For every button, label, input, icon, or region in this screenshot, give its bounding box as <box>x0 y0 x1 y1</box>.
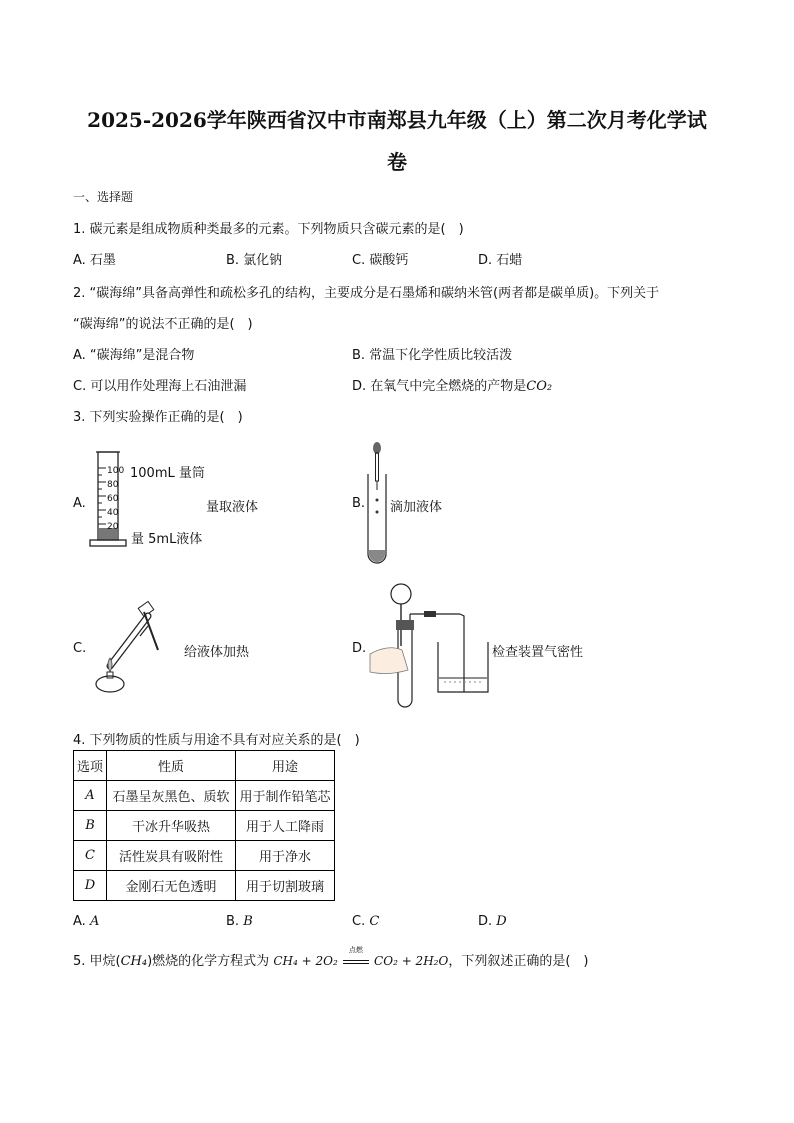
option-d-caption: 检查装置气密性 <box>492 645 584 660</box>
option-d: D. 石蜡 <box>478 253 523 268</box>
tick-label: 100 <box>107 466 125 476</box>
table-cell <box>74 811 107 841</box>
title-line-1: 2025-2026学年陕西省汉中市南郑县九年级（上）第二次月考化学试 <box>87 108 707 132</box>
reaction-condition: 点燃 <box>348 946 363 954</box>
stem-middle: )燃烧的化学方程式为 <box>147 954 270 969</box>
question-stem-line-2: “碳海绵”的说法不正确的是( ) <box>73 317 253 332</box>
table-cell: 活性炭具有吸附性 <box>107 841 236 871</box>
option-letter: B <box>85 818 95 833</box>
tick-label: 20 <box>107 522 119 532</box>
question-stem: 1. 碳元素是组成物质种类最多的元素。下列物质只含碳元素的是( ) <box>73 222 464 237</box>
option-a: A. “碳海绵”是混合物 <box>73 348 195 363</box>
stem-prefix: 5. 甲烷( <box>73 954 121 969</box>
table-row <box>74 781 335 811</box>
equation-left: CH₄ + 2O₂ <box>273 954 338 968</box>
table-row <box>74 871 335 901</box>
table-cell <box>74 781 107 811</box>
option-a <box>73 914 99 929</box>
option-value: A <box>89 914 100 929</box>
table-cell: 干冰升华吸热 <box>107 811 236 841</box>
option-c-letter: C. <box>73 641 87 656</box>
option-b: B. 氯化钠 <box>226 253 283 268</box>
option-prefix: A. <box>73 914 90 929</box>
cylinder-volume-label: 量 5mL液体 <box>131 532 203 547</box>
table-cell <box>74 871 107 901</box>
section-heading: 一、选择题 <box>73 190 134 204</box>
stem-suffix: ，下列叙述正确的是( ) <box>448 954 589 969</box>
option-d-letter: D. <box>352 641 367 656</box>
option-value: D <box>496 914 507 929</box>
tick-label: 80 <box>107 480 119 490</box>
tick-label: 60 <box>107 494 119 504</box>
option-b-caption: 滴加液体 <box>390 500 443 515</box>
question-stem: 4. 下列物质的性质与用途不具有对应关系的是( ) <box>73 733 360 748</box>
option-prefix: B. <box>226 914 244 929</box>
equation-right: CO₂ + 2H₂O <box>374 954 449 968</box>
option-letter: D <box>84 878 96 893</box>
option-value: C <box>369 914 380 929</box>
table-cell <box>74 841 107 871</box>
table-row <box>74 841 335 871</box>
table-cell: 金刚石无色透明 <box>107 871 236 901</box>
option-c <box>352 914 379 929</box>
option-value: B <box>243 914 253 929</box>
option-b-letter: B. <box>352 496 366 511</box>
methane-formula: CH₄ <box>120 954 148 969</box>
properties-table <box>73 750 335 901</box>
heating-test-tube-figure <box>82 598 182 694</box>
table-cell: 用于人工降雨 <box>236 811 335 841</box>
question-5-stem <box>73 946 589 969</box>
header-cell: 性质 <box>107 751 236 781</box>
option-c-caption: 给液体加热 <box>184 645 250 660</box>
option-c: C. 碳酸钙 <box>352 253 409 268</box>
table-header-row <box>74 751 335 781</box>
cylinder-capacity-label: 100mL 量筒 <box>130 466 205 481</box>
table-row <box>74 811 335 841</box>
tick-label: 40 <box>107 508 119 518</box>
option-letter: C <box>85 848 95 863</box>
dropper-test-tube-figure <box>364 440 390 564</box>
option-d-text: D. 在氧气中完全燃烧的产物是 <box>352 379 527 394</box>
table-cell: 用于制作铅笔芯 <box>236 781 335 811</box>
header-cell: 选项 <box>74 751 107 781</box>
option-c: C. 可以用作处理海上石油泄漏 <box>73 379 247 394</box>
header-cell: 用途 <box>236 751 335 781</box>
table-cell: 石墨呈灰黑色、质软 <box>107 781 236 811</box>
table-cell: 用于切割玻璃 <box>236 871 335 901</box>
option-d <box>352 375 552 394</box>
option-d <box>478 914 507 929</box>
option-a-caption: 量取液体 <box>206 500 259 515</box>
option-a: A. 石墨 <box>73 253 116 268</box>
option-prefix: D. <box>478 914 497 929</box>
option-b <box>226 914 253 929</box>
title-line-2: 卷 <box>387 150 407 174</box>
equals-sign <box>343 960 369 964</box>
question-stem-line-1: 2. “碳海绵”具备高弹性和疏松多孔的结构，主要成分是石墨烯和碳纳米管(两者都是碳单质)。下列关于 <box>73 286 660 301</box>
co2-formula: CO₂ <box>526 379 553 394</box>
option-prefix: C. <box>352 914 370 929</box>
reaction-arrow <box>342 946 370 969</box>
option-a-letter: A. <box>73 496 86 511</box>
option-letter: A <box>85 788 95 803</box>
option-b: B. 常温下化学性质比较活泼 <box>352 348 513 363</box>
table-cell: 用于净水 <box>236 841 335 871</box>
airtightness-check-figure <box>368 582 490 708</box>
cylinder-tick-labels <box>107 464 124 534</box>
question-stem: 3. 下列实验操作正确的是( ) <box>73 410 243 425</box>
